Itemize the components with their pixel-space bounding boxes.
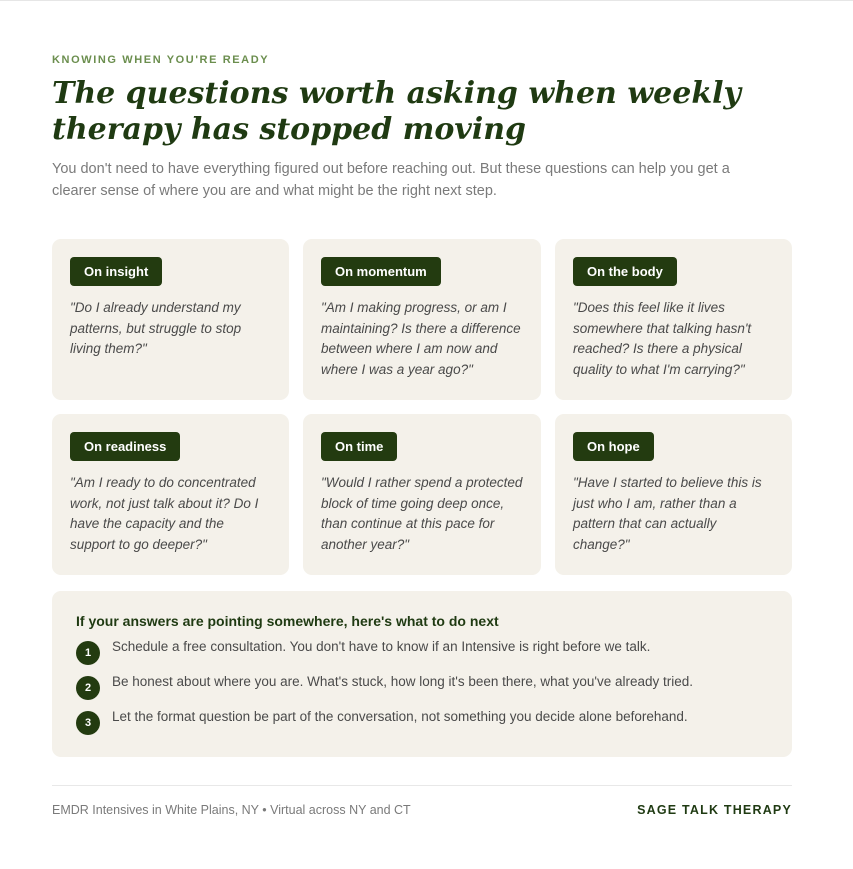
question-card-insight <box>52 239 289 400</box>
next-step-item <box>76 676 693 700</box>
section-eyebrow: KNOWING WHEN YOU'RE READY <box>52 54 270 66</box>
card-quote: "Does this feel like it lives somewhere that talking hasn't reached? Is there a physical quality to what I'm carrying?" <box>573 300 752 377</box>
question-card-body <box>555 239 792 400</box>
card-quote: "Do I already understand my patterns, but struggle to stop living them?" <box>70 300 242 357</box>
card-tag: On readiness <box>70 432 180 461</box>
step-number-badge: 3 <box>76 711 100 735</box>
next-steps-title: If your answers are pointing somewhere, here's what to do next <box>76 613 499 629</box>
question-card-readiness <box>52 414 289 575</box>
card-tag: On time <box>321 432 397 461</box>
next-steps-panel <box>52 591 792 757</box>
step-text: Let the format question be part of the conversation, not something you decide alone beforehand. <box>112 709 688 724</box>
page-title: The questions worth asking when weekly therapy has stopped moving <box>52 76 741 147</box>
footer-brand[interactable]: SAGE TALK THERAPY <box>637 803 792 817</box>
step-number-badge: 2 <box>76 676 100 700</box>
next-step-item <box>76 641 650 665</box>
card-tag: On the body <box>573 257 677 286</box>
step-number-badge: 1 <box>76 641 100 665</box>
next-step-item <box>76 711 688 735</box>
intro-text: You don't need to have everything figured out before reaching out. But these questions can help you get a clearer sense of where you are and what might be the right next step. <box>52 161 730 199</box>
step-text: Be honest about where you are. What's stuck, how long it's been there, what you've already tried. <box>112 674 694 689</box>
card-quote: "Have I started to believe this is just who I am, rather than a pattern that can actually change?" <box>573 475 762 552</box>
card-tag: On insight <box>70 257 162 286</box>
card-quote: "Am I ready to do concentrated work, not just talk about it? Do I have the capacity and the support to go deeper?" <box>70 475 259 552</box>
top-border <box>0 0 853 1</box>
question-card-time <box>303 414 541 575</box>
card-quote: "Am I making progress, or am I maintaining? Is there a difference between where I am now and where I was a year ago?" <box>321 300 521 377</box>
question-card-hope <box>555 414 792 575</box>
card-quote: "Would I rather spend a protected block of time going deep once, than continue at this pace for another year?" <box>321 475 523 552</box>
footer-divider <box>52 785 792 786</box>
card-tag: On hope <box>573 432 654 461</box>
question-card-momentum <box>303 239 541 400</box>
footer-location: EMDR Intensives in White Plains, NY • Virtual across NY and CT <box>52 803 411 817</box>
step-text: Schedule a free consultation. You don't have to know if an Intensive is right before we talk. <box>112 639 651 654</box>
card-tag: On momentum <box>321 257 441 286</box>
question-cards-grid <box>52 239 792 575</box>
